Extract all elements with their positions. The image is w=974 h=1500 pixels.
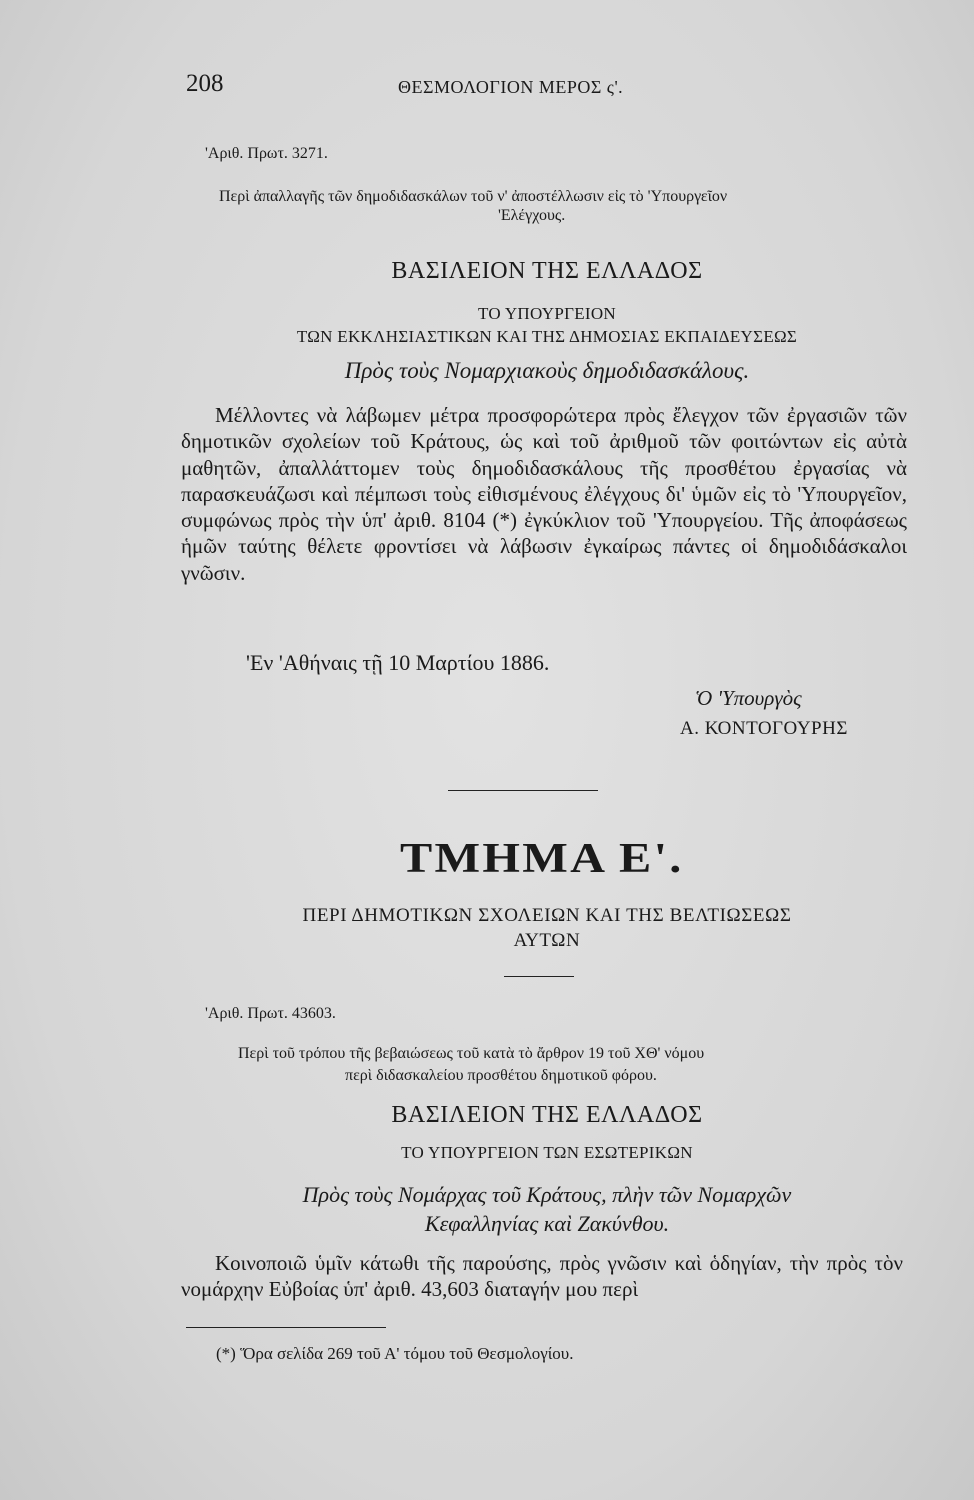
doc1-signatory-name: Α. ΚΟΝΤΟΓΟΥΡΗΣ [680, 718, 848, 739]
running-title: ΘΕΣΜΟΛΟΓΙΟΝ ΜΕΡΟΣ ς'. [398, 77, 624, 97]
doc1-addressee: Πρὸς τοὺς Νομαρχιακοὺς δημοδιδασκάλους. [344, 358, 750, 383]
doc1-body-text: Μέλλοντες νὰ λάβωμεν μέτρα προσφορώτερα πρὸς ἔλεγχον τῶν ἐργασιῶν τῶν δημοτικῶν σχολείων τοῦ Κράτους, ὡς καὶ τοῦ ἀριθμοῦ τῶν φοιτώντων εἰς αὐτὰ μαθητῶν, ἀπαλλάττομεν τοὺς δημοδιδασκάλους τῆς προσθέτου ἐργασίας νὰ παρασκευάζωσι καὶ πέμπωσι τοὺς εἰθισμένους ἐλέγχους δι' ὑμῶν εἰς τὸ 'Υπουργεῖον, συμφώνως πρὸς τὴν ὑπ' ἀριθ. 8104 (*) ἐγκύκλιον τοῦ 'Υπουργείου. Τῆς ἀποφάσεως ἡμῶν ταύτης θέλετε φροντίσει νὰ λάβωσιν ἐγκαίρως πάντες οἱ δημοδιδάσκαλοι γνῶσιν. [181, 403, 907, 585]
doc1-signatory-title: Ὁ 'Υπουργὸς [695, 686, 802, 710]
section-subtitle-line1: ΠΕΡΙ ΔΗΜΟΤΙΚΩΝ ΣΧΟΛΕΙΩΝ ΚΑΙ ΤΗΣ ΒΕΛΤΙΩΣΕΩΣ [302, 905, 792, 926]
doc1-subject-line1: Περὶ ἀπαλλαγῆς τῶν δημοδιδασκάλων τοῦ ν' ἀποστέλλωσιν εἰς τὸ 'Υπουργεῖον [219, 188, 728, 205]
doc1-ministry-line2: ΤΩΝ ΕΚΚΛΗΣΙΑΣΤΙΚΩΝ ΚΑΙ ΤΗΣ ΔΗΜΟΣΙΑΣ ΕΚΠΑΙΔΕΥΣΕΩΣ [296, 327, 798, 346]
doc2-subject-line2: περὶ διδασκαλείου προσθέτου δημοτικοῦ φόρου. [345, 1067, 657, 1084]
page-number: 208 [186, 70, 224, 97]
section-title: ΤΜΗΜΑ Ε'. [400, 836, 684, 882]
doc2-body [181, 1250, 903, 1303]
section-subtitle-line2: ΑΥΤΩΝ [513, 930, 581, 951]
doc1-ministry-line1: ΤΟ ΥΠΟΥΡΓΕΙΟΝ [477, 304, 616, 323]
doc2-body-text: Κοινοποιῶ ὑμῖν κάτωθι τῆς παρούσης, πρὸς γνῶσιν καὶ ὁδηγίαν, τὴν πρὸς τὸν νομάρχην Εὐβοίας ὑπ' ἀριθ. 43,603 διαταγήν μου περὶ [181, 1251, 903, 1302]
doc2-addressee-line1: Πρὸς τοὺς Νομάρχας τοῦ Κράτους, πλὴν τῶν Νομαρχῶν [302, 1182, 792, 1207]
doc2-kingdom-heading: ΒΑΣΙΛΕΙΟΝ ΤΗΣ ΕΛΛΑΔΟΣ [391, 1102, 703, 1128]
footnote: (*) Ὅρα σελίδα 269 τοῦ Α' τόμου τοῦ Θεσμολογίου. [216, 1344, 574, 1363]
doc2-addressee-line2: Κεφαλληνίας καὶ Ζακύνθου. [424, 1211, 670, 1236]
section-short-rule [504, 976, 574, 977]
doc1-subject-line2: 'Ελέγχους. [498, 207, 566, 224]
doc1-date: 'Εν 'Αθήναις τῇ 10 Μαρτίου 1886. [246, 650, 550, 675]
doc1-body [181, 402, 907, 586]
doc1-protocol: 'Αριθ. Πρωτ. 3271. [205, 145, 328, 162]
doc1-kingdom-heading: ΒΑΣΙΛΕΙΟΝ ΤΗΣ ΕΛΛΑΔΟΣ [391, 258, 703, 284]
doc2-ministry: ΤΟ ΥΠΟΥΡΓΕΙΟΝ ΤΩΝ ΕΣΩΤΕΡΙΚΩΝ [401, 1143, 693, 1162]
doc2-subject-line1: Περὶ τοῦ τρόπου τῆς βεβαιώσεως τοῦ κατὰ τὸ ἄρθρον 19 τοῦ ΧΘ' νόμου [238, 1045, 705, 1062]
footnote-rule [186, 1327, 386, 1328]
separator-rule [448, 790, 598, 791]
doc2-protocol: 'Αριθ. Πρωτ. 43603. [205, 1005, 336, 1022]
